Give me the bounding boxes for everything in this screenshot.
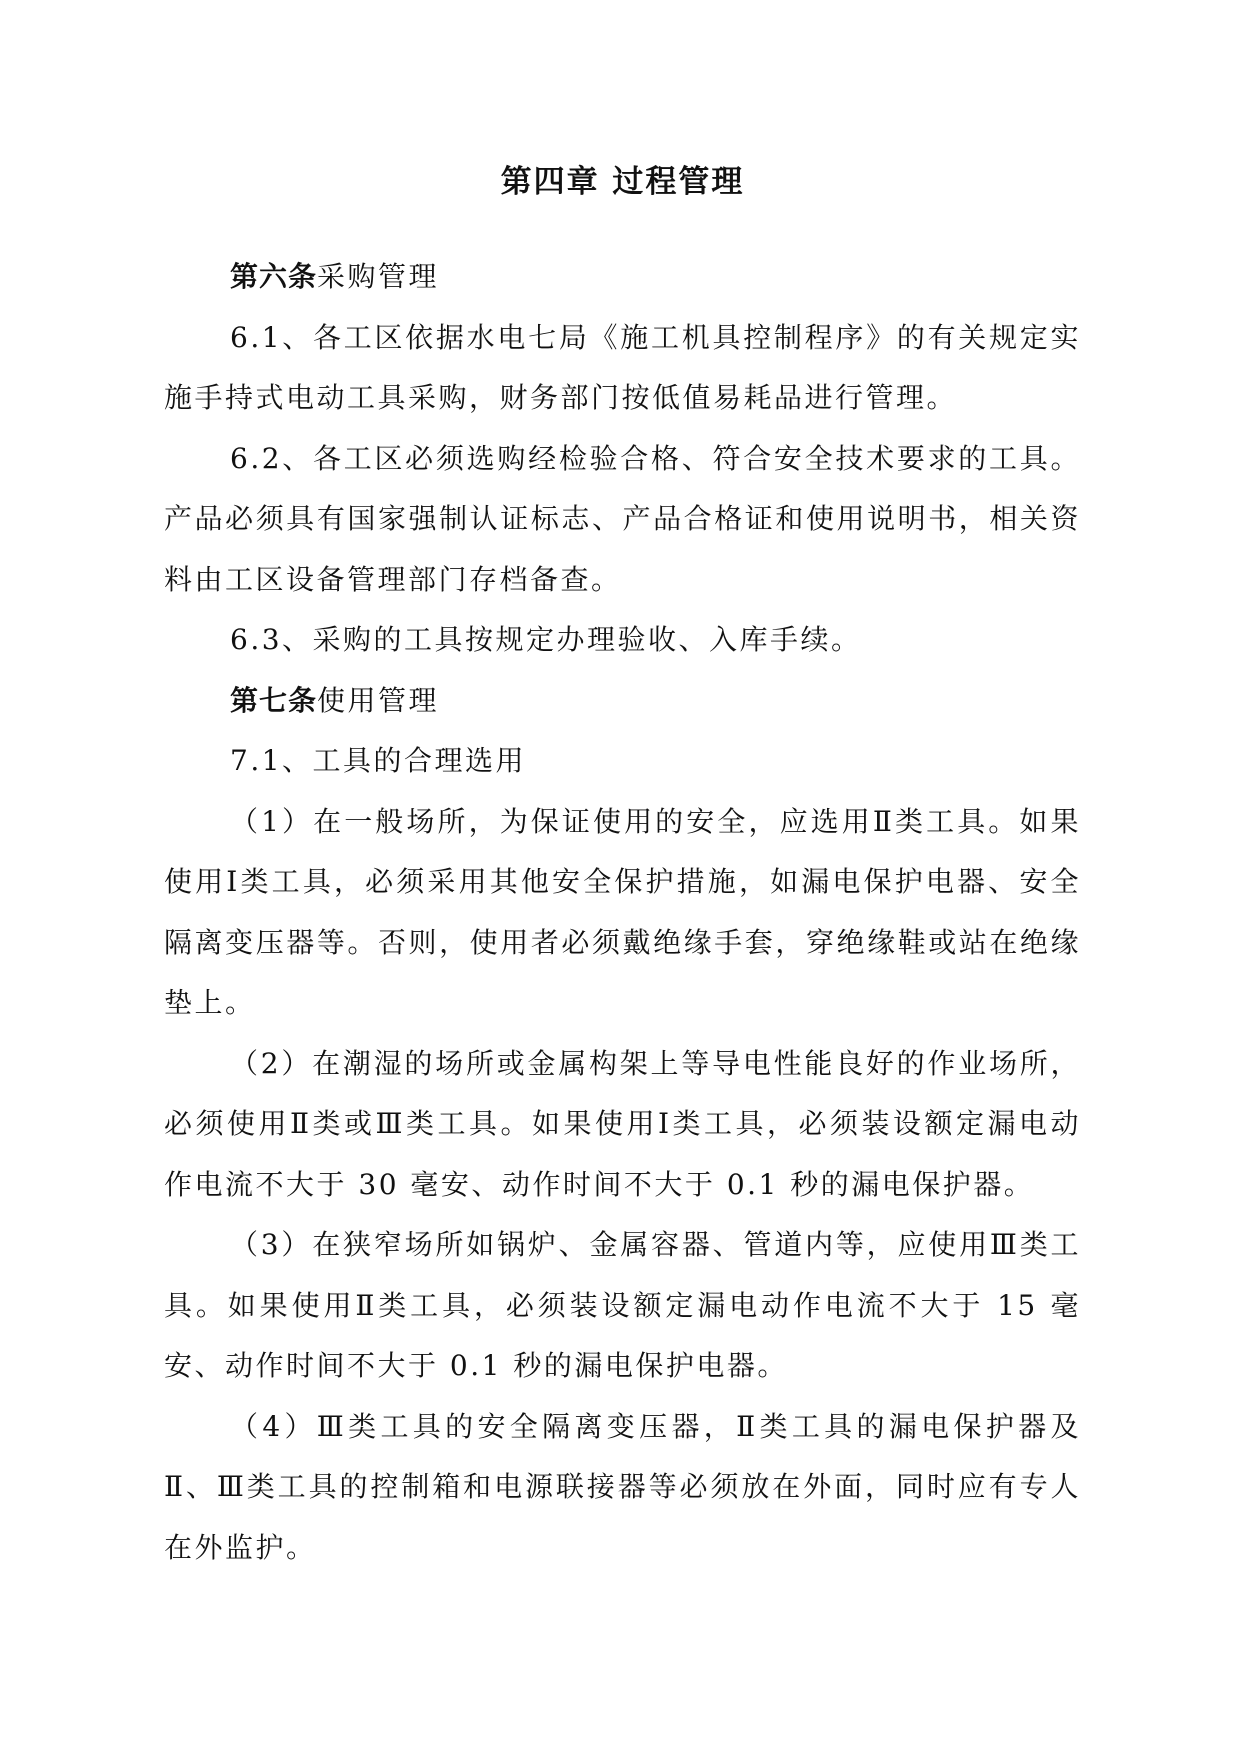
chapter-title: 第四章 过程管理 [500,164,745,200]
paragraph-6-2: 6.2、各工区必须选购经检验合格、符合安全技术要求的工具。产品必须具有国家强制认证标志、产品合格证和使用说明书，相关资料由工区设备管理部门存档备查。 [164,441,1081,596]
paragraph-6-3: 6.3、采购的工具按规定办理验收、入库手续。 [230,623,862,656]
article-title: 使用管理 [317,683,440,717]
article-number: 第六条 [230,260,318,293]
paragraph-7-1: 7.1、工具的合理选用 [230,744,527,777]
article-seven-heading [164,671,1081,732]
paragraph-item-1: （1）在一般场所，为保证使用的安全，应选用Ⅱ类工具。如果使用Ⅰ类工具，必须采用其他安全保护措施，如漏电保护电器、安全隔离变压器等。否则，使用者必须戴绝缘手套，穿绝缘鞋或站在绝缘垫上。 [164,804,1081,1019]
article-number: 第七条 [230,683,318,717]
paragraph-item-2: （2）在潮湿的场所或金属构架上等导电性能良好的作业场所，必须使用Ⅱ类或Ⅲ类工具。如果使用Ⅰ类工具，必须装设额定漏电动作电流不大于 30 毫安、动作时间不大于 0.1 秒的漏电保护器。 [164,1046,1081,1201]
paragraph-item-3: （3）在狭窄场所如锅炉、金属容器、管道内等，应使用Ⅲ类工具。如果使用Ⅱ类工具，必须装设额定漏电动作电流不大于 15 毫安、动作时间不大于 0.1 秒的漏电保护电器。 [164,1228,1081,1382]
paragraph-6-1: 6.1、各工区依据水电七局《施工机具控制程序》的有关规定实施手持式电动工具采购，财务部门按低值易耗品进行管理。 [164,320,1081,414]
article-six-heading [164,247,1081,308]
paragraph-item-4: （4）Ⅲ类工具的安全隔离变压器，Ⅱ类工具的漏电保护器及Ⅱ、Ⅲ类工具的控制箱和电源联接器等必须放在外面，同时应有专人在外监护。 [164,1409,1081,1564]
article-title: 采购管理 [317,260,440,293]
